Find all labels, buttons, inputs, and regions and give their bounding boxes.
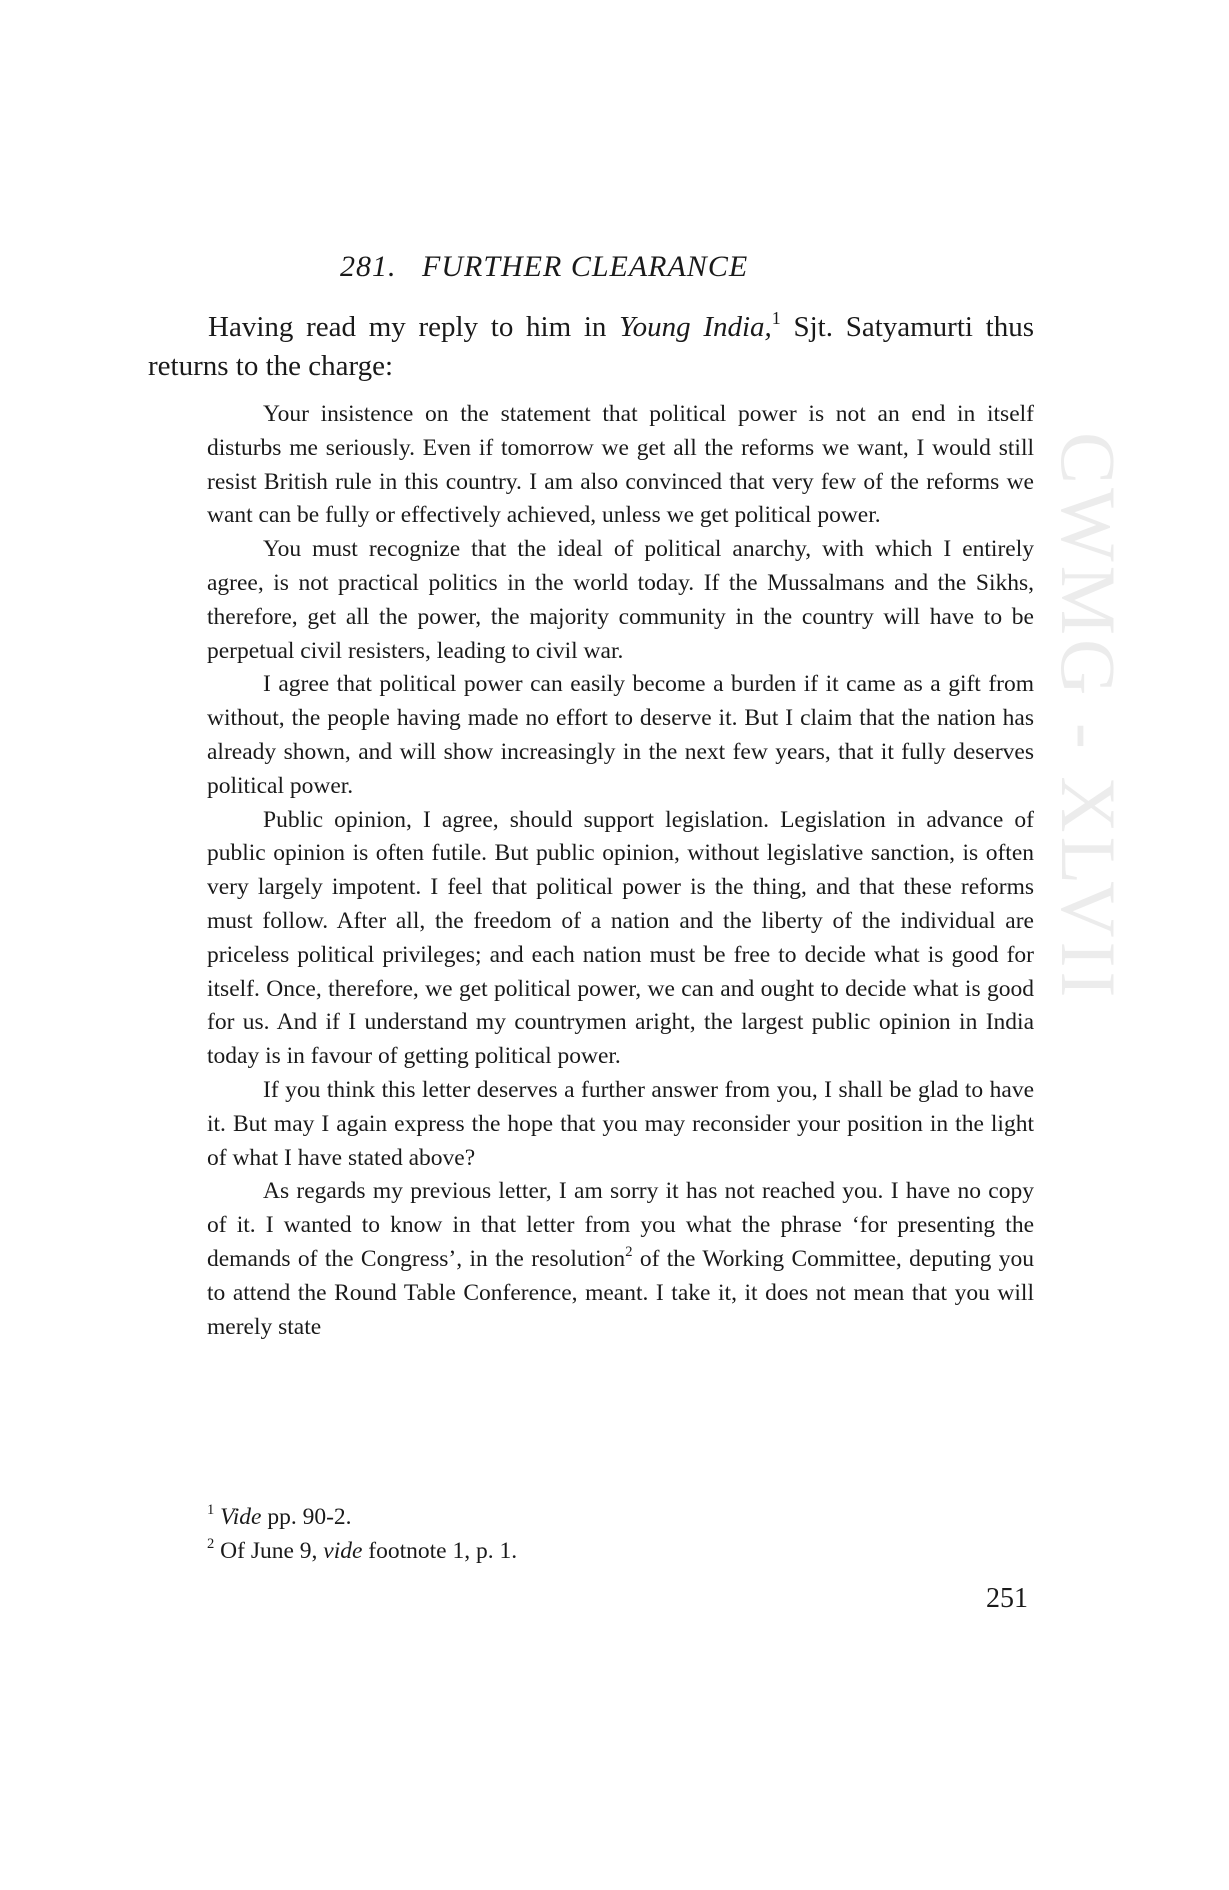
footnote-marker: 2 xyxy=(207,1535,215,1552)
footnote-text: footnote 1, p. 1. xyxy=(362,1538,518,1564)
section-number: 281. xyxy=(340,250,397,283)
quote-paragraph: Public opinion, I agree, should support legislation. Legislation in advance of public opinion is often futile. But public opinion, without legislative sanction, is often very largely impotent. I feel that political power is the thing, and that these reforms must follow. After all, the freedom of a nation and the liberty of the individual are priceless political privileges; and each nation must be free to decide what is good for itself. Once, therefore, we get political power, we can and ought to decide what is good for us. And if I understand my countrymen aright, the largest public opinion in India today is in favour of getting political power. xyxy=(207,806,1034,1070)
footnote-2 xyxy=(207,1534,517,1568)
footnote-text: Of June 9, xyxy=(214,1538,324,1564)
footnote-text: pp. 90-2. xyxy=(261,1504,352,1530)
footnotes xyxy=(207,1500,517,1568)
footnote-marker: 1 xyxy=(207,1501,215,1518)
quote-paragraph: You must recognize that the ideal of political anarchy, with which I entirely agree, is not practical politics in the world today. If the Mussalmans and the Sikhs, therefore, get all the power, the majority community in the country will have to be perpetual civil resisters, leading to civil war. xyxy=(207,536,1034,664)
footnote-1 xyxy=(207,1500,517,1534)
intro-text-1: Having read my reply to him in xyxy=(208,311,620,343)
quote-paragraph: If you think this letter deserves a further answer from you, I shall be glad to have it. But may I again express the hope that you may reconsider your position in the light of what I have stated above? xyxy=(207,1076,1034,1171)
quoted-letter xyxy=(207,398,1034,1344)
footnote-ref-1: 1 xyxy=(771,307,781,328)
intro-text-2: Sjt. Satyamurti thus returns to the charge: xyxy=(148,311,1035,382)
intro-paragraph xyxy=(148,308,1034,386)
footnote-italic: vide xyxy=(323,1538,363,1564)
quote-paragraph: Your insistence on the statement that political power is not an end in itself disturbs me seriously. Even if tomorrow we get all the reforms we want, I would still resist British rule in this country. I am also convinced that very few of the reforms we want can be fully or effectively achieved, unless we get political power. xyxy=(207,401,1034,529)
page-number: 251 xyxy=(986,1583,1028,1614)
quote-text: As regards my previous letter, I am sorry it has not reached you. I have no copy of it. I wanted to know in that letter from you what the phrase ‘for presenting the demands of the Congress’, in the resolution xyxy=(207,1178,1034,1272)
section-heading xyxy=(340,250,748,284)
watermark: CWMG - XLVII xyxy=(1045,432,1132,1002)
quote-paragraph-last xyxy=(207,1175,1034,1344)
section-title: FURTHER CLEARANCE xyxy=(422,250,749,283)
publication-name: Young India, xyxy=(619,311,772,343)
quote-text: of the Working Committee, deputing you to attend the Round Table Conference, meant. I take it, it does not mean that you will merely state xyxy=(207,1245,1034,1340)
footnote-italic: Vide xyxy=(220,1504,262,1530)
footnote-ref-2: 2 xyxy=(625,1243,633,1260)
quote-paragraph: I agree that political power can easily become a burden if it came as a gift from without, the people having made no effort to deserve it. But I claim that the nation has already shown, and will show increasingly in the next few years, that it fully deserves political power. xyxy=(207,671,1034,799)
